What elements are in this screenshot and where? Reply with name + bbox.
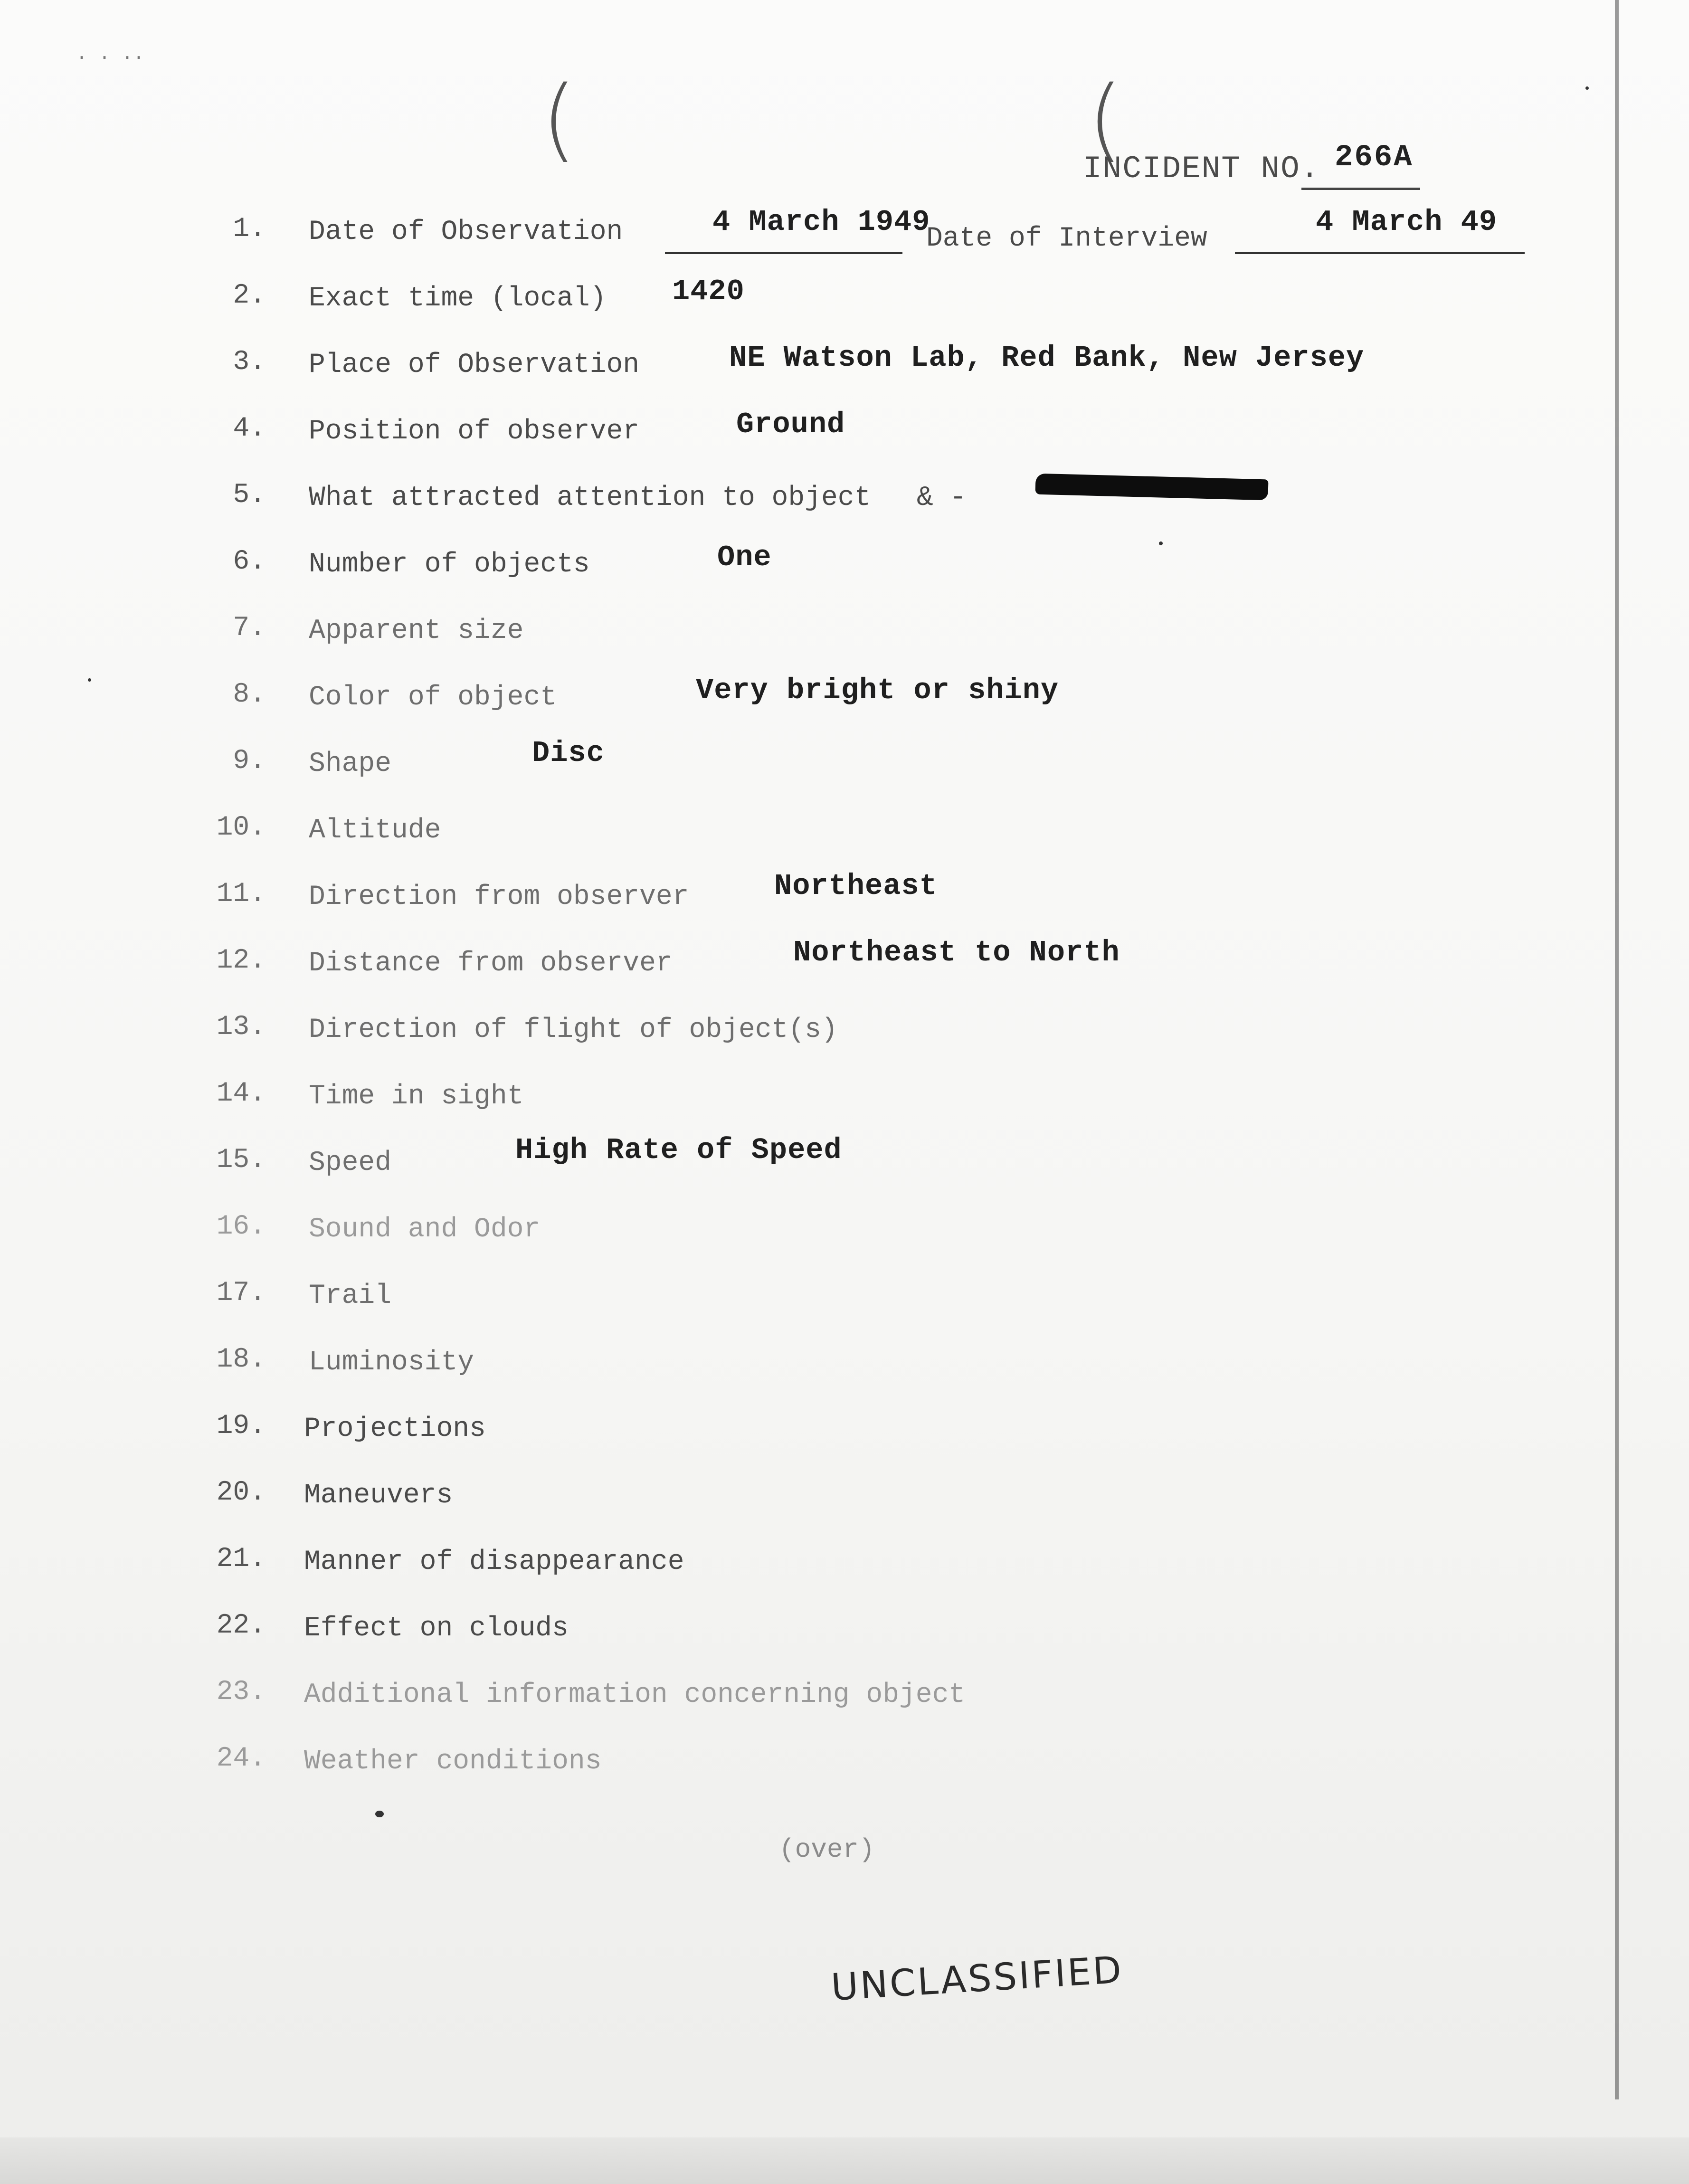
- form-row-distance-from-observer: [0, 936, 1615, 997]
- form-row-trail: [0, 1278, 1615, 1330]
- unclassified-stamp: UNCLASSIFIED: [830, 1948, 1125, 2009]
- form-row-maneuvers: [0, 1477, 1615, 1529]
- speed-value: High Rate of Speed: [515, 1133, 842, 1167]
- observation-date-value: 4 March 1949: [712, 205, 930, 239]
- ink-speck: [1585, 86, 1589, 90]
- item-label: Position of observer: [309, 416, 640, 447]
- form-row-time-in-sight: [0, 1078, 1615, 1130]
- form-row-manner-of-disappearance: [0, 1544, 1615, 1596]
- item-number: 10.: [216, 812, 266, 843]
- distance-from-observer-value: Northeast to North: [793, 936, 1120, 969]
- form-row-projections: [0, 1411, 1615, 1463]
- incident-number-label: INCIDENT NO.: [1083, 151, 1320, 187]
- form-row-luminosity: [0, 1344, 1615, 1396]
- item-number: 9.: [233, 746, 266, 777]
- item-label: Additional information concerning object: [304, 1680, 966, 1710]
- form-row-date-of-observation: [0, 205, 1615, 266]
- ink-speck: [88, 678, 91, 682]
- incident-number-underline: [1301, 188, 1420, 190]
- form-row-sound-and-odor: [0, 1211, 1615, 1263]
- punch-hole-mark-right: (: [1088, 66, 1123, 171]
- incident-number-value: 266A: [1335, 141, 1414, 175]
- page-bottom-margin: [0, 2137, 1689, 2184]
- form-row-effect-on-clouds: [0, 1610, 1615, 1662]
- item-number: 24.: [216, 1743, 266, 1774]
- item-number: 17.: [216, 1278, 266, 1309]
- item-number: 8.: [233, 679, 266, 710]
- item-label: Shape: [309, 749, 392, 779]
- item-number: 3.: [233, 347, 266, 378]
- position-of-observer-value: Ground: [736, 408, 845, 441]
- punch-hole-mark-left: (: [541, 66, 577, 171]
- item-number: 14.: [216, 1078, 266, 1109]
- place-of-observation-value: NE Watson Lab, Red Bank, New Jersey: [729, 341, 1365, 375]
- interview-date-value: 4 March 49: [1316, 205, 1498, 239]
- exact-time-value: 1420: [672, 275, 745, 308]
- item-label: Sound and Odor: [309, 1214, 541, 1245]
- item-label: Place of Observation: [309, 350, 640, 380]
- item-label: Trail: [309, 1281, 392, 1311]
- item-label: Distance from observer: [309, 948, 673, 979]
- item-label: What attracted attention to object: [309, 483, 871, 513]
- item-label: Maneuvers: [304, 1480, 453, 1511]
- item-label: Altitude: [309, 815, 441, 846]
- item-label: Exact time (local): [309, 283, 607, 314]
- form-row-shape: [0, 736, 1615, 798]
- color-of-object-value: Very bright or shiny: [696, 674, 1059, 707]
- item-label: Weather conditions: [304, 1746, 602, 1777]
- form-row-position-of-observer: [0, 408, 1615, 465]
- item-number: 11.: [216, 879, 266, 910]
- form-row-direction-of-flight: [0, 1012, 1615, 1064]
- interview-date-label: Date of Interview: [926, 223, 1207, 254]
- form-row-exact-time: [0, 275, 1615, 332]
- item-label: Direction of flight of object(s): [309, 1015, 838, 1045]
- item-label: Speed: [309, 1148, 392, 1178]
- ink-speck: [1159, 541, 1163, 545]
- item-number: 22.: [216, 1610, 266, 1641]
- item-label: Date of Observation: [309, 217, 623, 247]
- form-row-what-attracted-attention: [0, 480, 1615, 532]
- item-number: 13.: [216, 1012, 266, 1043]
- stray-marks: · · ··: [76, 47, 145, 69]
- observation-date-underline: [665, 252, 902, 254]
- number-of-objects-value: One: [717, 541, 772, 574]
- item-number: 19.: [216, 1411, 266, 1442]
- shape-value: Disc: [532, 736, 605, 770]
- item-number: 20.: [216, 1477, 266, 1508]
- form-row-color-of-object: [0, 674, 1615, 731]
- form-row-additional-information: [0, 1677, 1615, 1729]
- page-edge-shadow: [1615, 0, 1619, 2099]
- item-label: Projections: [304, 1414, 486, 1444]
- item-number: 16.: [216, 1211, 266, 1242]
- form-row-weather-conditions: [0, 1743, 1615, 1795]
- form-row-altitude: [0, 812, 1615, 864]
- item-label: Color of object: [309, 682, 557, 713]
- form-row-number-of-objects: [0, 541, 1615, 598]
- item-number: 5.: [233, 480, 266, 511]
- item-label: Manner of disappearance: [304, 1547, 684, 1577]
- over-note: (over): [779, 1834, 875, 1865]
- item-label: Effect on clouds: [304, 1613, 569, 1644]
- ink-speck: [375, 1811, 384, 1817]
- item-label: Apparent size: [309, 616, 524, 646]
- item-number: 2.: [233, 280, 266, 311]
- item-label: Number of objects: [309, 549, 590, 580]
- form-row-direction-from-observer: [0, 869, 1615, 931]
- item-label: Luminosity: [309, 1347, 474, 1378]
- item-number: 21.: [216, 1544, 266, 1575]
- item-number: 7.: [233, 613, 266, 644]
- item-label: Direction from observer: [309, 882, 689, 912]
- item-number: 6.: [233, 546, 266, 577]
- item-number: 18.: [216, 1344, 266, 1375]
- item-number: 1.: [233, 214, 266, 245]
- item-number: 15.: [216, 1145, 266, 1176]
- item-number: 23.: [216, 1677, 266, 1708]
- interview-date-underline: [1235, 252, 1525, 254]
- item-number: 12.: [216, 945, 266, 976]
- form-row-speed: [0, 1133, 1615, 1197]
- item-label: Time in sight: [309, 1081, 524, 1112]
- form-row-apparent-size: [0, 613, 1615, 665]
- direction-from-observer-value: Northeast: [774, 869, 938, 903]
- attention-value-mark: & -: [917, 483, 967, 513]
- form-row-place-of-observation: [0, 341, 1615, 399]
- item-number: 4.: [233, 413, 266, 444]
